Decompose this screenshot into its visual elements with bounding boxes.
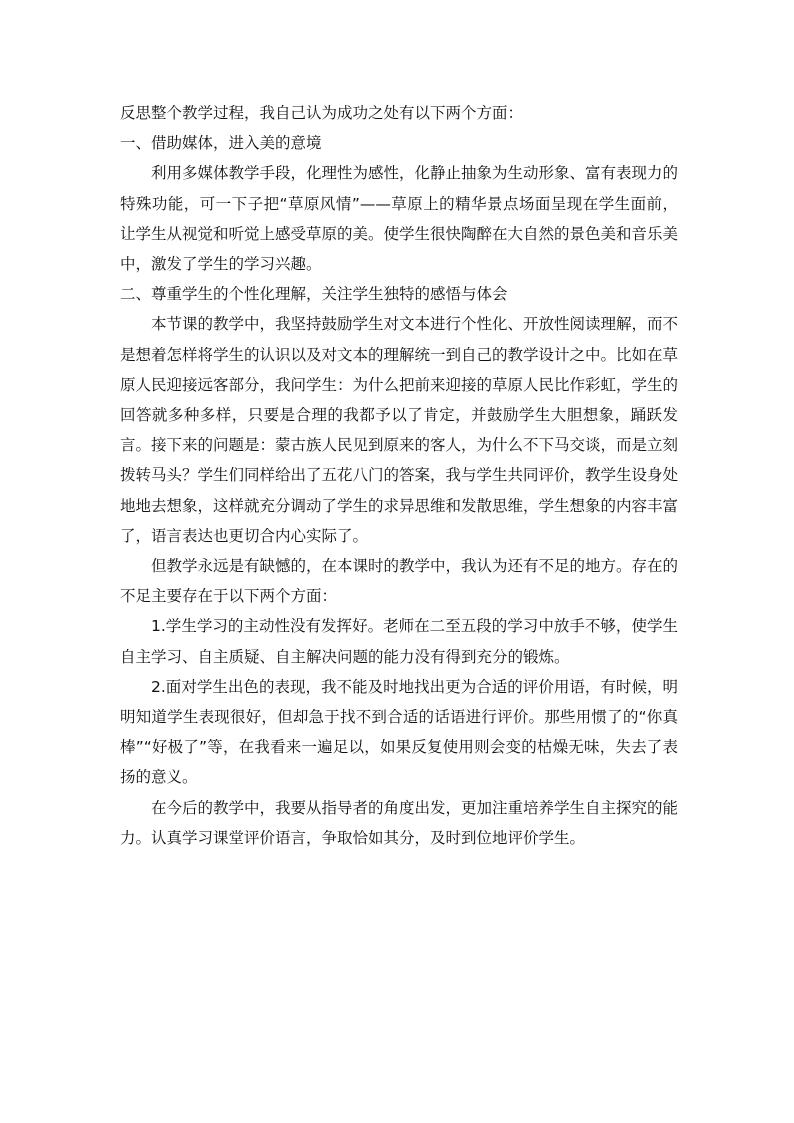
document-page — [120, 98, 678, 853]
section-1-heading: 一、借助媒体，进入美的意境 — [120, 134, 322, 153]
shortcoming-item-2: 2.面对学生出色的表现，我不能及时地找出更为合适的评价用语，有时候，明明知道学生表现很好，但却急于找不到合适的话语进行评价。那些用惯了的“你真棒”“好极了”等，在我看来一遍足以，如果反复使用则会变的枯燥无味，失去了表扬的意义。 — [120, 677, 678, 787]
shortcomings-intro: 但教学永远是有缺憾的，在本课时的教学中，我认为还有不足的地方。存在的不足主要存在于以下两个方面： — [120, 557, 679, 606]
shortcoming-item-1: 1.学生学习的主动性没有发挥好。老师在二至五段的学习中放手不够，使学生自主学习、自主质疑、自主解决问题的能力没有得到充分的锻炼。 — [120, 617, 678, 666]
intro-paragraph: 反思整个教学过程，我自己认为成功之处有以下两个方面： — [120, 104, 524, 122]
section-2-paragraph: 本节课的教学中，我坚持鼓励学生对文本进行个性化、开放性阅读理解，而不是想着怎样将学生的认识以及对文本的理解统一到自己的教学设计之中。比如在草原人民迎接远客部分，我问学生：为什么把前来迎接的草原人民比作彩虹，学生的回答就多种多样，只要是合理的我都予以了肯定，并鼓励学生大胆想象，踊跃发言。接下来的问题是：蒙古族人民见到原来的客人，为什么不下马交谈，而是立刻拨转马头？学生们同样给出了五花八门的答案，我与学生共同评价，教学生设身处地地去想象，这样就充分调动了学生的求异思维和发散思维，学生想象的内容丰富了，语言表达也更切合内心实际了。 — [120, 315, 679, 545]
section-2-heading: 二、尊重学生的个性化理解，关注学生独特的感悟与体会 — [120, 285, 508, 304]
section-1-paragraph: 利用多媒体教学手段，化理性为感性，化静止抽象为生动形象、富有表现力的特殊功能，可一下子把“草原风情”——草原上的精华景点场面呈现在学生面前，让学生从视觉和听觉上感受草原的美。使学生很快陶醉在大自然的景色美和音乐美中，激发了学生的学习兴趣。 — [120, 164, 679, 274]
conclusion-paragraph: 在今后的教学中，我要从指导者的角度出发，更加注重培养学生自主探究的能力。认真学习课堂评价语言，争取恰如其分，及时到位地评价学生。 — [120, 798, 679, 847]
